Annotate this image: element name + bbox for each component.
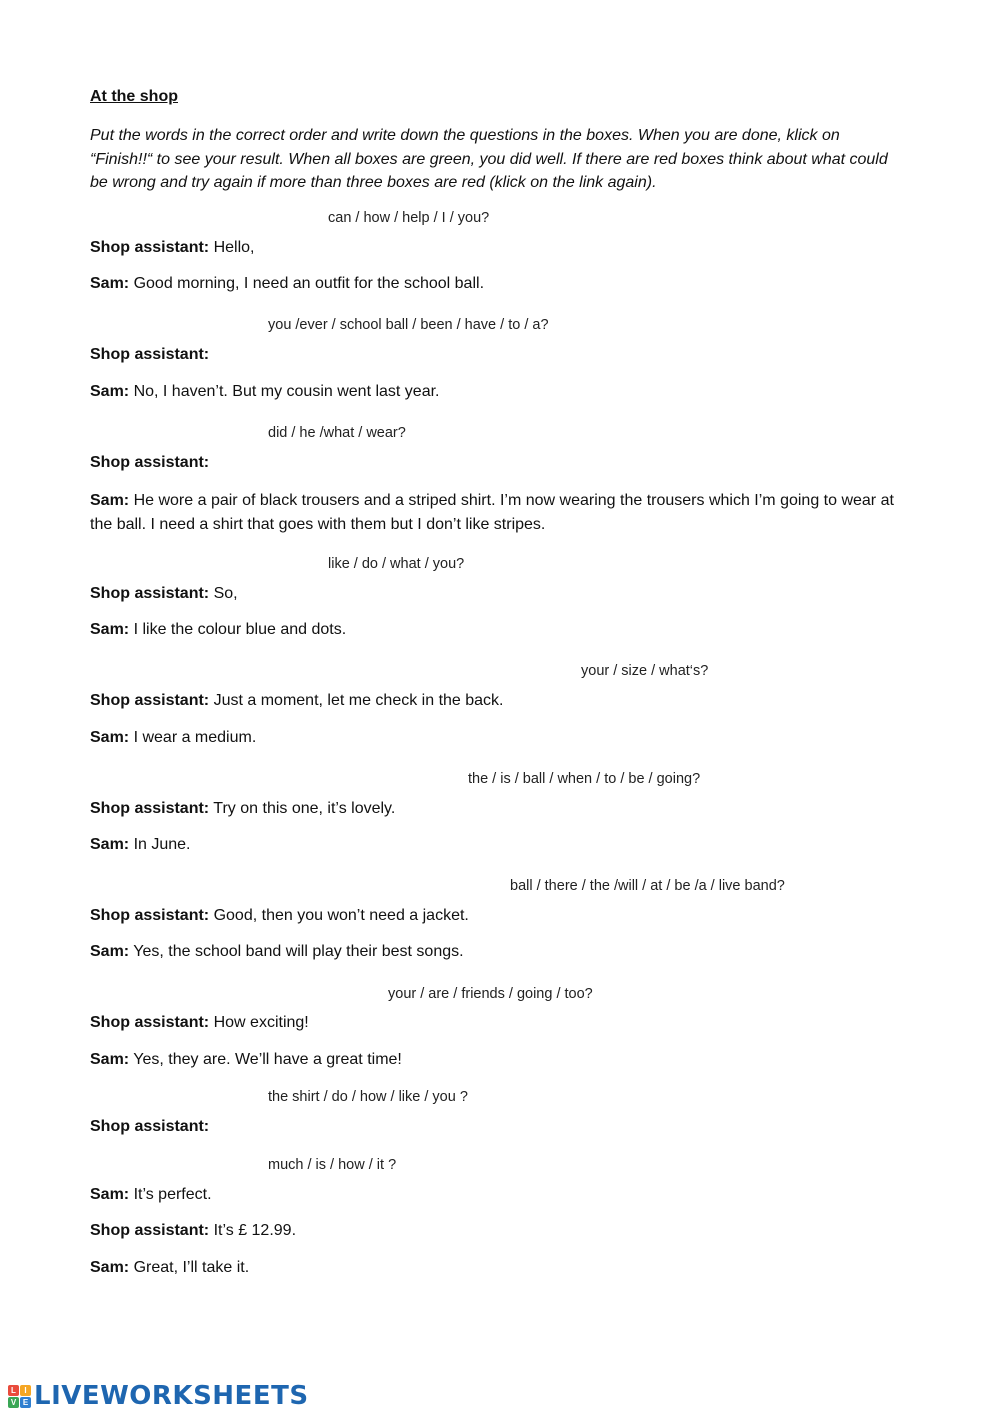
line-text: Yes, they are. We’ll have a great time! [129,1051,402,1068]
dialogue-line [90,729,256,747]
dialogue-line [90,836,191,854]
speaker: Sam: [90,729,130,746]
line-text: He wore a pair of black trousers and a striped shirt. I’m now wearing the trousers which I’m going to wear at the ball. I need a shirt that goes with them but I don’t like stripes. [90,492,894,533]
dialogue-line [90,1051,402,1069]
dialogue-line [90,489,905,536]
line-text: Hello, [209,239,255,256]
dialogue-line [90,907,469,925]
logo-mark-icon [8,1385,31,1408]
speaker: Shop assistant: [90,346,210,363]
line-text: Yes, the school band will play their best songs. [129,943,464,960]
line-text: It’s £ 12.99. [209,1222,297,1239]
dialogue-line [90,585,238,603]
prompt-6: the / is / ball / when / to / be / going? [468,771,701,787]
prompt-8: your / are / friends / going / too? [388,986,593,1002]
prompt-3: did / he /what / wear? [268,425,406,441]
speaker: Sam: [90,492,130,509]
prompt-10: much / is / how / it ? [268,1157,397,1173]
logo-text: LIVEWORKSHEETS [34,1381,309,1411]
speaker: Sam: [90,1186,130,1203]
dialogue-line [90,943,464,961]
speaker: Shop assistant: [90,1222,210,1239]
prompt-7: ball / there / the /will / at / be /a / live band? [510,878,785,894]
speaker: Shop assistant: [90,454,210,471]
dialogue-line [90,454,209,472]
line-text: No, I haven’t. But my cousin went last year. [129,383,440,400]
instructions: Put the words in the correct order and write down the questions in the boxes. When you are done, klick on “Finish!!“ to see your result. When all boxes are green, you did well. If there are red boxes think about what could be wrong and try again if more than three boxes are red (klick on the link again). [90,127,888,191]
dialogue-line [90,239,255,257]
line-text: I wear a medium. [129,729,257,746]
speaker: Shop assistant: [90,585,210,602]
line-text: Good, then you won’t need a jacket. [209,907,469,924]
logo-mark-letter: I [20,1385,31,1396]
line-text: Try on this one, it’s lovely. [209,800,396,817]
line-text: Good morning, I need an outfit for the school ball. [129,275,485,292]
speaker: Shop assistant: [90,1118,210,1135]
dialogue-line [90,621,346,639]
logo-mark-letter: L [8,1385,19,1396]
dialogue-line [90,1186,212,1204]
logo-mark-letter: E [20,1397,31,1408]
line-text: It’s perfect. [129,1186,212,1203]
dialogue-line [90,346,209,364]
dialogue-line [90,1259,249,1277]
speaker: Sam: [90,836,130,853]
prompt-4: like / do / what / you? [328,556,465,572]
dialogue-line [90,1222,296,1240]
line-text: In June. [129,836,191,853]
speaker: Sam: [90,1259,130,1276]
prompt-1: can / how / help / I / you? [328,210,490,226]
speaker: Shop assistant: [90,692,210,709]
speaker: Shop assistant: [90,907,210,924]
speaker: Shop assistant: [90,800,210,817]
logo-mark-letter: V [8,1397,19,1408]
prompt-9: the shirt / do / how / like / you ? [268,1089,468,1105]
speaker: Shop assistant: [90,239,210,256]
dialogue-line [90,275,484,293]
line-text: Just a moment, let me check in the back. [209,692,504,709]
dialogue-line [90,692,504,710]
speaker: Sam: [90,275,130,292]
speaker: Sam: [90,943,130,960]
line-text: How exciting! [209,1014,309,1031]
dialogue-line [90,1014,309,1032]
speaker: Sam: [90,1051,130,1068]
line-text: Great, I’ll take it. [129,1259,250,1276]
speaker: Sam: [90,621,130,638]
line-text: I like the colour blue and dots. [129,621,347,638]
dialogue-line [90,800,395,818]
dialogue-line [90,1118,209,1136]
dialogue-line [90,383,440,401]
prompt-2: you /ever / school ball / been / have / to / a? [268,317,549,333]
prompt-5: your / size / what‘s? [581,663,709,679]
speaker: Sam: [90,383,130,400]
page-title: At the shop [90,88,178,105]
liveworksheets-logo [8,1380,309,1412]
line-text: So, [209,585,238,602]
speaker: Shop assistant: [90,1014,210,1031]
